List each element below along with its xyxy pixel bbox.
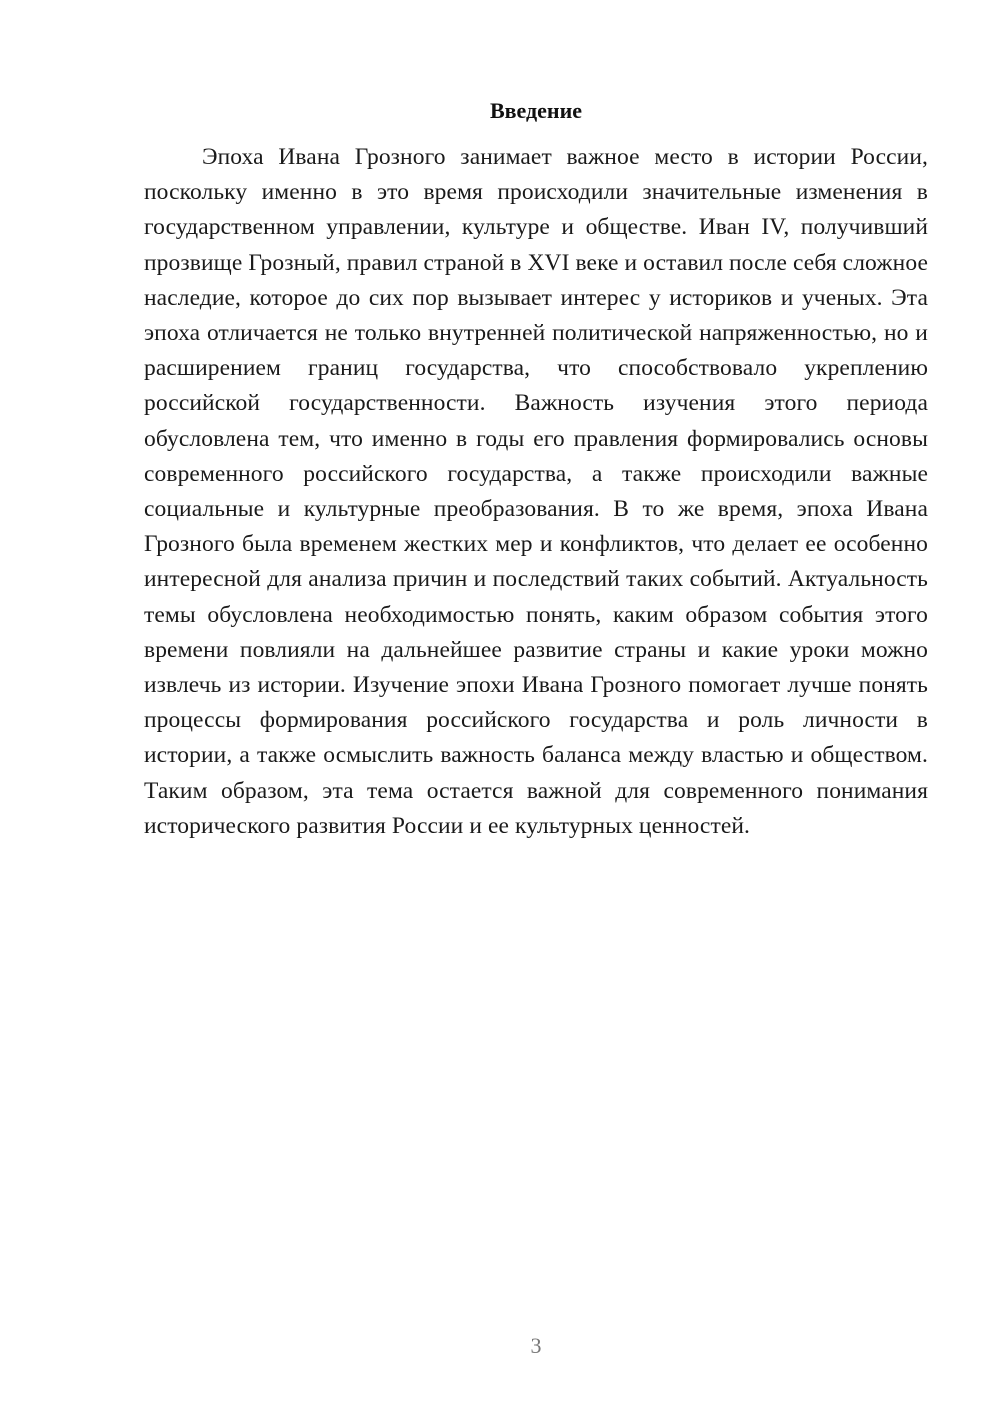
body-paragraph: Эпоха Ивана Грозного занимает важное место в истории России, поскольку именно в это время происходили значительные изменения в государственном управлении, культуре и обществе. Иван IV, получивший прозвище Грозный, правил страной в XVI веке и оставил после себя сложное наследие, которое до сих пор вызывает интерес у историков и ученых. Эта эпоха отличается не только внутренней политической напряженностью, но и расширением границ государства, что способствовало укреплению российской государственности. Важность изучения этого периода обусловлена тем, что именно в годы его правления формировались основы современного российского государства, а также происходили важные социальные и культурные преобразования. В то же время, эпоха Ивана Грозного была временем жестких мер и конфликтов, что делает ее особенно интересной для анализа причин и последствий таких событий. Актуальность темы обусловлена необходимостью понять, каким образом события этого времени повлияли на дальнейшее развитие страны и какие уроки можно извлечь из истории. Изучение эпохи Ивана Грозного помогает лучше понять процессы формирования российского государства и роль личности в истории, а также осмыслить важность баланса между властью и обществом. Таким образом, эта тема остается важной для современного понимания исторического развития России и ее культурных ценностей.	[144, 144, 928, 839]
section-heading: Введение	[489, 98, 583, 123]
page-number: 3	[530, 1333, 542, 1358]
